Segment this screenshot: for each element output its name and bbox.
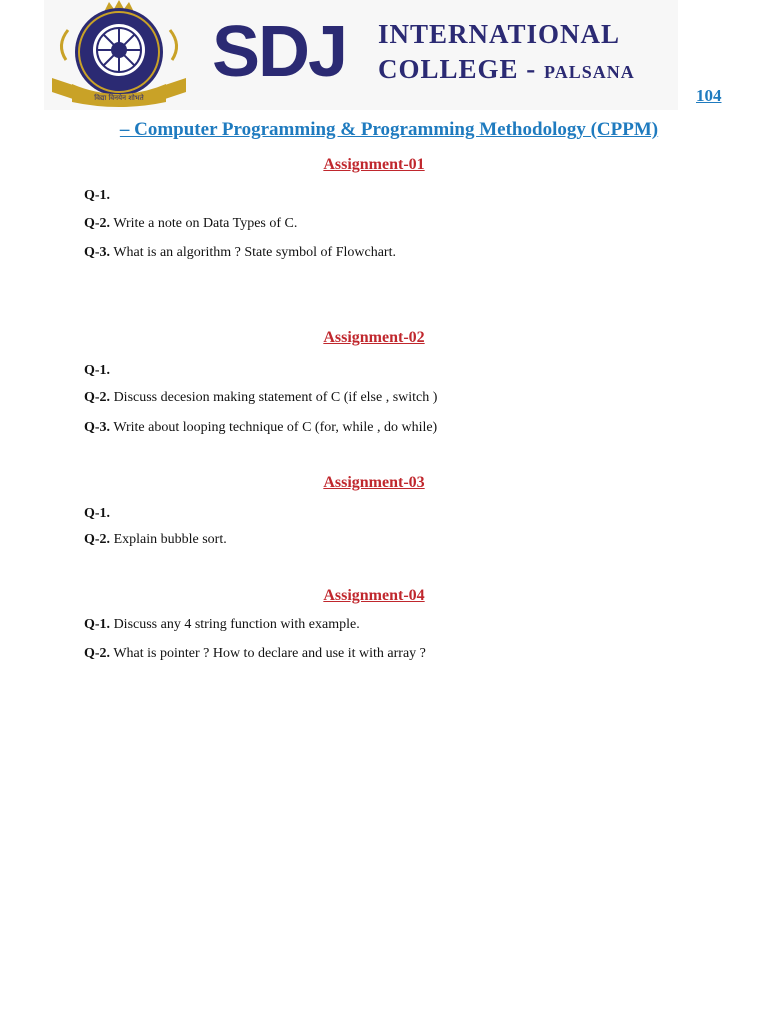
college-header <box>44 0 678 110</box>
question-item <box>84 215 297 233</box>
brand-college-palsana <box>378 52 635 89</box>
question-item <box>84 616 360 634</box>
assignment-title: Assignment-01 <box>323 156 425 173</box>
assignment-title: Assignment-04 <box>323 587 425 604</box>
question-text: Explain bubble sort. <box>113 532 227 547</box>
question-item <box>84 645 426 663</box>
question-item <box>84 531 227 549</box>
college-emblem-logo <box>46 0 192 110</box>
question-number: Q-1. <box>84 506 111 521</box>
question-number: Q-3. <box>84 245 111 260</box>
logo-motto: विद्या विनयेन शोभते <box>94 94 144 102</box>
question-number: Q-2. <box>84 646 111 661</box>
course-code: 104 <box>696 86 722 105</box>
question-item <box>84 187 110 205</box>
assignment-title: Assignment-03 <box>323 474 425 491</box>
question-item <box>84 505 110 523</box>
question-item <box>84 389 437 407</box>
subject-title: – Computer Programming & Programming Methodology (CPPM) <box>119 119 659 140</box>
question-number: Q-2. <box>84 390 111 405</box>
question-text: Write a note on Data Types of C. <box>113 216 298 231</box>
assignment-title: Assignment-02 <box>323 329 425 346</box>
brand-palsana: PALSANA <box>544 62 635 82</box>
question-text: Write about looping technique of C (for, while , do while) <box>113 420 438 435</box>
question-item <box>84 419 437 437</box>
brand-college: COLLEGE - <box>378 54 537 84</box>
question-item <box>84 362 110 380</box>
brand-international: INTERNATIONAL <box>378 19 621 49</box>
question-number: Q-3. <box>84 420 111 435</box>
question-number: Q-1. <box>84 188 111 203</box>
question-number: Q-2. <box>84 532 111 547</box>
brand-sdj: SDJ <box>212 12 347 92</box>
question-text: What is pointer ? How to declare and use it with array ? <box>113 646 426 661</box>
question-number: Q-1. <box>84 363 111 378</box>
question-text: What is an algorithm ? State symbol of Flowchart. <box>113 245 396 260</box>
question-item <box>84 244 396 262</box>
question-number: Q-1. <box>84 617 111 632</box>
question-text: Discuss decesion making statement of C (if else , switch ) <box>113 390 438 405</box>
question-number: Q-2. <box>84 216 111 231</box>
question-text: Discuss any 4 string function with example. <box>113 617 360 632</box>
